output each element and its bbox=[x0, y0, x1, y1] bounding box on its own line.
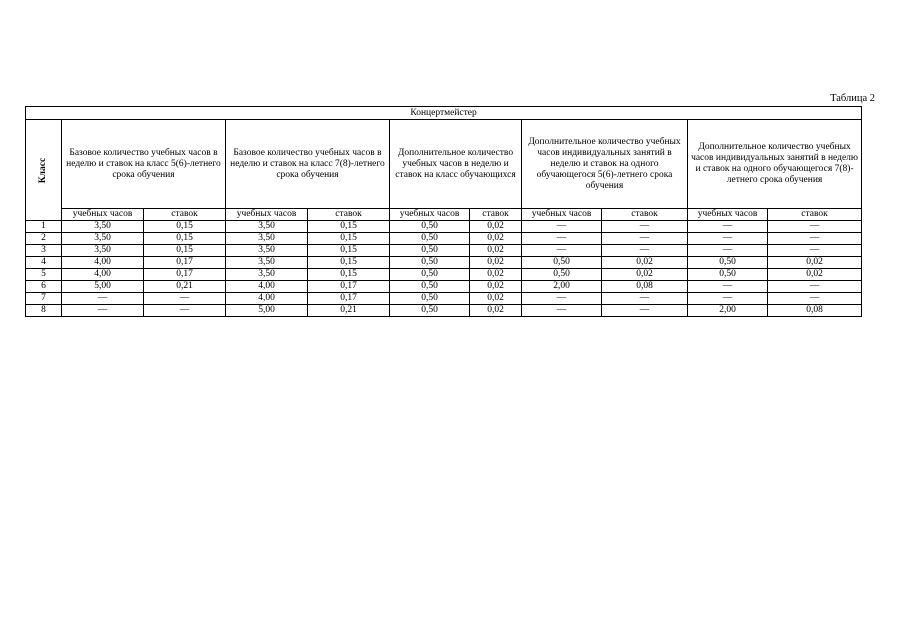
subheader-rate: ставок bbox=[308, 209, 390, 221]
table-cell: 0,50 bbox=[390, 257, 470, 269]
table-cell: — bbox=[144, 293, 226, 305]
klass-number: 8 bbox=[26, 305, 62, 317]
table-cell: 0,17 bbox=[144, 257, 226, 269]
table-row bbox=[26, 233, 862, 245]
table-cell: — bbox=[602, 233, 688, 245]
table-cell: 4,00 bbox=[62, 257, 144, 269]
table-cell: 0,15 bbox=[308, 221, 390, 233]
table-row bbox=[26, 305, 862, 317]
table-cell: 0,50 bbox=[390, 233, 470, 245]
group-header-base-5-6: Базовое количество учебных часов в неделю и ставок на класс 5(6)-летнего срока обучения bbox=[62, 120, 226, 209]
klass-number: 3 bbox=[26, 245, 62, 257]
table-cell: 4,00 bbox=[226, 293, 308, 305]
table-cell: 4,00 bbox=[62, 269, 144, 281]
klass-number: 2 bbox=[26, 233, 62, 245]
table-cell: — bbox=[62, 305, 144, 317]
table-cell: 0,02 bbox=[470, 233, 522, 245]
table-cell: 0,15 bbox=[308, 245, 390, 257]
table-cell: — bbox=[522, 221, 602, 233]
table-cell: 3,50 bbox=[226, 233, 308, 245]
table-cell: — bbox=[522, 293, 602, 305]
table-cell: 0,02 bbox=[470, 293, 522, 305]
table-cell: 0,02 bbox=[470, 221, 522, 233]
table-cell: 0,15 bbox=[144, 221, 226, 233]
klass-header-label: Класс bbox=[38, 157, 48, 183]
table-row bbox=[26, 293, 862, 305]
table-cell: 0,02 bbox=[470, 269, 522, 281]
table-cell: 0,02 bbox=[602, 257, 688, 269]
table-cell: 2,00 bbox=[688, 305, 768, 317]
table-cell: 0,17 bbox=[308, 281, 390, 293]
table-cell: — bbox=[688, 233, 768, 245]
klass-number: 7 bbox=[26, 293, 62, 305]
klass-number: 1 bbox=[26, 221, 62, 233]
table-cell: 4,00 bbox=[226, 281, 308, 293]
group-header-individual-5-6: Дополнительное количество учебных часов индивидуальных занятий в неделю и ставок на одного обучающегося 5(6)-летнего срока обучения bbox=[522, 120, 688, 209]
table-cell: — bbox=[768, 245, 862, 257]
klass-number: 4 bbox=[26, 257, 62, 269]
table-cell: 0,50 bbox=[390, 281, 470, 293]
table-cell: 0,50 bbox=[390, 269, 470, 281]
table-cell: 3,50 bbox=[226, 245, 308, 257]
table-cell: — bbox=[688, 221, 768, 233]
table-cell: 2,00 bbox=[522, 281, 602, 293]
table-cell: — bbox=[62, 293, 144, 305]
concertmaster-hours-table bbox=[25, 106, 862, 317]
table-cell: 0,02 bbox=[470, 305, 522, 317]
table-cell: 0,50 bbox=[522, 269, 602, 281]
table-cell: 5,00 bbox=[62, 281, 144, 293]
table-cell: 0,15 bbox=[308, 233, 390, 245]
subheader-rate: ставок bbox=[470, 209, 522, 221]
table-cell: 0,50 bbox=[522, 257, 602, 269]
table-cell: — bbox=[522, 233, 602, 245]
table-cell: 0,15 bbox=[308, 257, 390, 269]
table-cell: 0,15 bbox=[308, 269, 390, 281]
table-cell: — bbox=[688, 281, 768, 293]
table-cell: 3,50 bbox=[62, 233, 144, 245]
table-cell: 3,50 bbox=[226, 221, 308, 233]
table-cell: 0,50 bbox=[390, 245, 470, 257]
subheader-rate: ставок bbox=[602, 209, 688, 221]
table-cell: 0,15 bbox=[144, 233, 226, 245]
table-cell: — bbox=[768, 293, 862, 305]
table-cell: — bbox=[688, 293, 768, 305]
klass-number: 6 bbox=[26, 281, 62, 293]
subheader-hours: учебных часов bbox=[226, 209, 308, 221]
table-row bbox=[26, 245, 862, 257]
table-cell: 0,21 bbox=[144, 281, 226, 293]
klass-header bbox=[26, 120, 62, 221]
table-cell: — bbox=[144, 305, 226, 317]
subheader-hours: учебных часов bbox=[688, 209, 768, 221]
table-cell: 5,00 bbox=[226, 305, 308, 317]
table-cell: 0,08 bbox=[768, 305, 862, 317]
table-row bbox=[26, 281, 862, 293]
table-cell: — bbox=[768, 233, 862, 245]
table-cell: 0,02 bbox=[470, 257, 522, 269]
subheader-hours: учебных часов bbox=[390, 209, 470, 221]
table-cell: 0,50 bbox=[390, 305, 470, 317]
table-caption: Таблица 2 bbox=[830, 93, 875, 104]
table-cell: 3,50 bbox=[226, 257, 308, 269]
group-header-additional-class: Дополнительное количество учебных часов в неделю и ставок на класс обучающихся bbox=[390, 120, 522, 209]
table-cell: 0,02 bbox=[602, 269, 688, 281]
table-cell: 0,08 bbox=[602, 281, 688, 293]
subheader-hours: учебных часов bbox=[62, 209, 144, 221]
table-cell: 0,50 bbox=[390, 293, 470, 305]
klass-number: 5 bbox=[26, 269, 62, 281]
table-cell: 0,02 bbox=[768, 269, 862, 281]
table-cell: 0,15 bbox=[144, 245, 226, 257]
table-cell: 0,21 bbox=[308, 305, 390, 317]
table-cell: 0,17 bbox=[144, 269, 226, 281]
table-cell: 0,50 bbox=[390, 221, 470, 233]
table-cell: 3,50 bbox=[226, 269, 308, 281]
group-header-base-7-8: Базовое количество учебных часов в неделю и ставок на класс 7(8)-летнего срока обучения bbox=[226, 120, 390, 209]
group-header-individual-7-8: Дополнительное количество учебных часов индивидуальных занятий в неделю и ставок на одного обучающегося 7(8)-летнего срока обучения bbox=[688, 120, 862, 209]
table-cell: 3,50 bbox=[62, 245, 144, 257]
table-cell: — bbox=[602, 245, 688, 257]
table-row bbox=[26, 221, 862, 233]
table-cell: 0,02 bbox=[768, 257, 862, 269]
table-cell: — bbox=[688, 245, 768, 257]
subheader-rate: ставок bbox=[768, 209, 862, 221]
table-cell: 0,50 bbox=[688, 269, 768, 281]
table-cell: 0,50 bbox=[688, 257, 768, 269]
table-cell: — bbox=[602, 305, 688, 317]
table-row bbox=[26, 269, 862, 281]
table-cell: — bbox=[768, 281, 862, 293]
table-cell: 0,02 bbox=[470, 245, 522, 257]
table-row bbox=[26, 257, 862, 269]
subheader-hours: учебных часов bbox=[522, 209, 602, 221]
table-cell: 3,50 bbox=[62, 221, 144, 233]
table-cell: — bbox=[522, 305, 602, 317]
subheader-rate: ставок bbox=[144, 209, 226, 221]
table-cell: — bbox=[602, 221, 688, 233]
table-cell: — bbox=[602, 293, 688, 305]
table-cell: 0,02 bbox=[470, 281, 522, 293]
table-cell: — bbox=[522, 245, 602, 257]
table-cell: — bbox=[768, 221, 862, 233]
table-title: Концертмейстер bbox=[26, 107, 862, 120]
table-cell: 0,17 bbox=[308, 293, 390, 305]
